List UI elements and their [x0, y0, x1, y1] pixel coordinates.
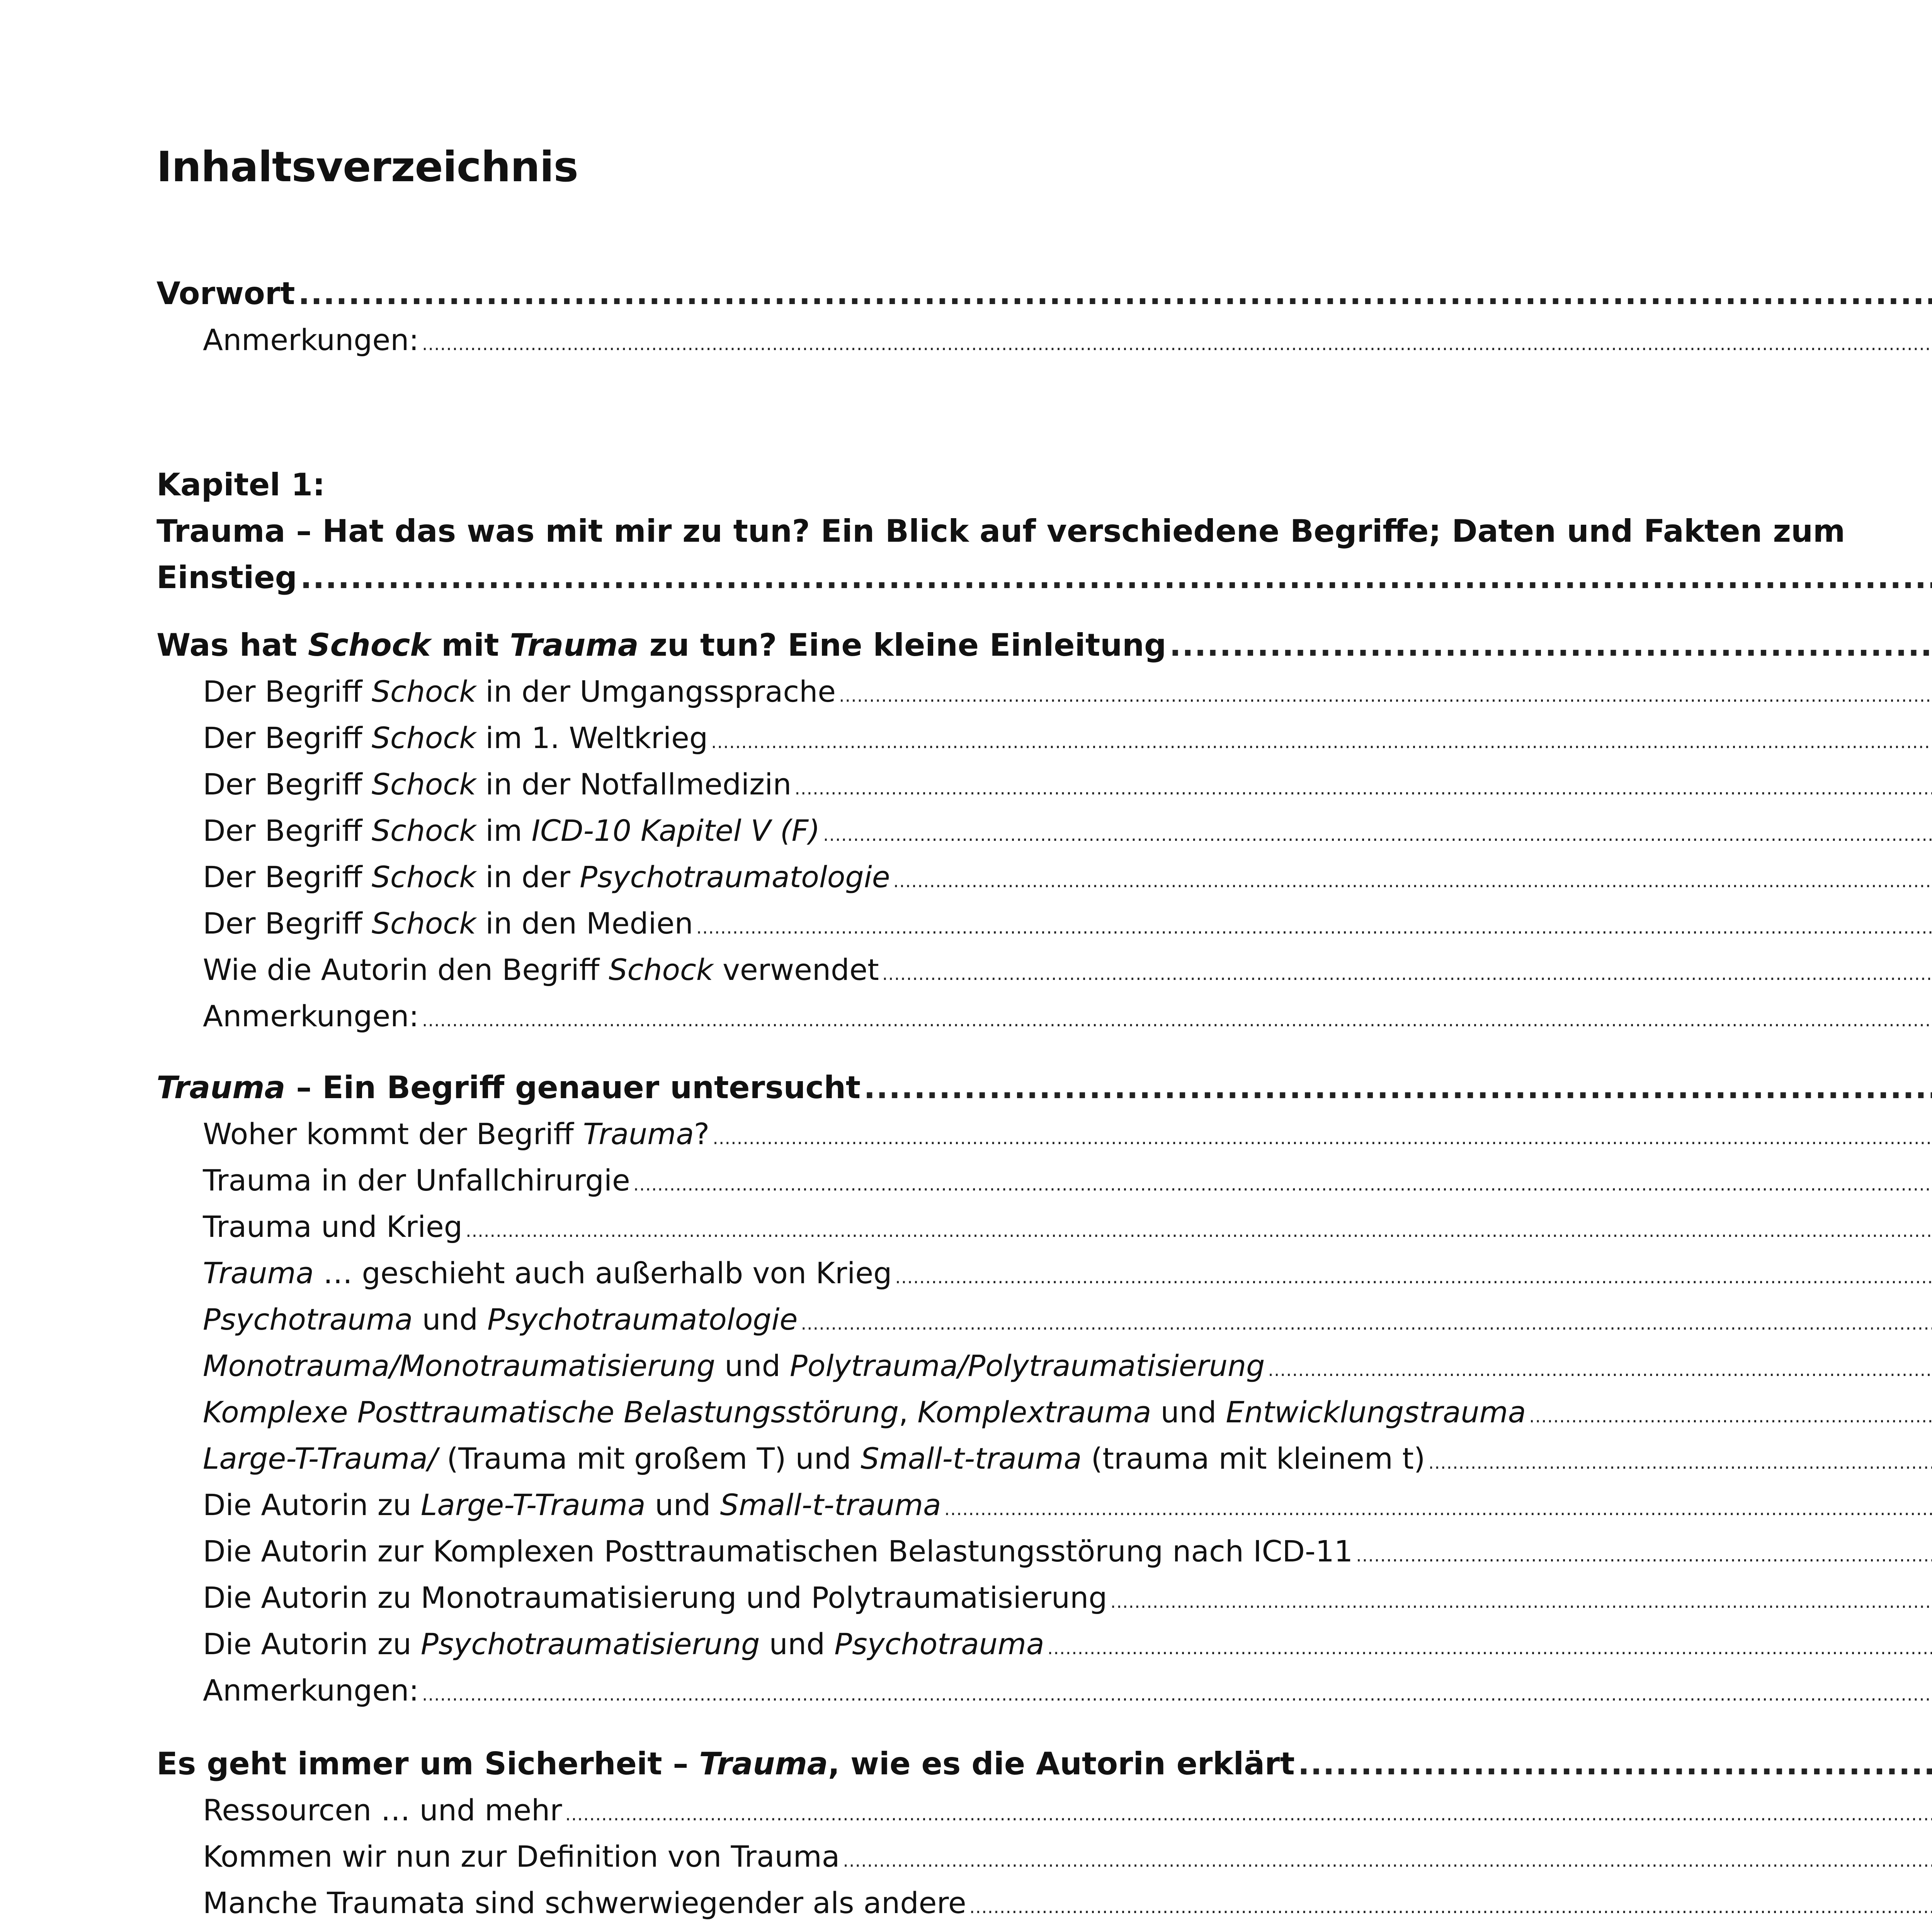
- dot-leader: [944, 1486, 1932, 1532]
- dot-leader: [711, 719, 1932, 765]
- toc-subentry[interactable]: [203, 1250, 1770, 1296]
- toc-entry-label: Trauma … geschieht auch außerhalb von Krieg: [203, 1256, 892, 1290]
- toc-entry-label: Der Begriff Schock im ICD-10 Kapitel V (F): [203, 813, 820, 848]
- toc-entry-label: Die Autorin zu Psychotraumatisierung und Psychotrauma: [203, 1627, 1044, 1661]
- toc-subentry[interactable]: [203, 1389, 1770, 1435]
- dot-leader: [1268, 1347, 1932, 1393]
- dot-leader: [1048, 1625, 1932, 1671]
- toc-entry-label: Der Begriff Schock in den Medien: [203, 906, 693, 940]
- toc-entry-label: Anmerkungen:: [203, 999, 419, 1033]
- toc-subentry[interactable]: [203, 317, 1770, 363]
- dot-leader: [696, 904, 1932, 951]
- toc-entry-label: Der Begriff Schock in der Notfallmedizin: [203, 767, 792, 801]
- dot-leader: [422, 997, 1932, 1043]
- toc-entry-label: Kommen wir nun zur Definition von Trauma: [203, 1839, 840, 1874]
- toc-entry-label: Die Autorin zu Large-T-Trauma und Small-t-trauma: [203, 1488, 941, 1522]
- toc-entry-label: Large-T-Trauma/ (Trauma mit großem T) und Small-t-trauma (trauma mit kleinem t): [203, 1441, 1425, 1476]
- toc-section-schock[interactable]: [156, 622, 1770, 668]
- toc-subentry[interactable]: [203, 1296, 1770, 1343]
- toc-subentry[interactable]: [203, 1667, 1770, 1714]
- toc-subentry[interactable]: [203, 1482, 1770, 1528]
- toc-entry-label: Anmerkungen:: [203, 1673, 419, 1708]
- dot-leader: [801, 1300, 1932, 1347]
- dot-leader: [1529, 1393, 1932, 1439]
- toc-entry-label: Der Begriff Schock in der Umgangssprache: [203, 674, 836, 709]
- toc-subentry[interactable]: [203, 1880, 1770, 1926]
- toc-subentry[interactable]: [203, 808, 1770, 854]
- toc-section-trauma[interactable]: [156, 1065, 1770, 1111]
- toc-subentry[interactable]: [203, 854, 1770, 900]
- dot-leader: [1356, 1532, 1932, 1578]
- toc-entry-label: Vorwort: [156, 276, 295, 311]
- toc-entry-label: Anmerkungen:: [203, 323, 419, 357]
- toc-entry-label: Was hat Schock mit Trauma zu tun? Eine kleine Einleitung: [156, 627, 1167, 663]
- dot-leader: [633, 1161, 1932, 1208]
- toc-subentry[interactable]: [203, 1157, 1770, 1204]
- toc-entry-label: Der Begriff Schock im 1. Weltkrieg: [203, 721, 708, 755]
- dot-leader: [422, 1671, 1932, 1718]
- chapter-heading: Kapitel 1:: [156, 467, 325, 503]
- dot-leader: [1298, 1741, 1932, 1787]
- toc-subentry[interactable]: [203, 1528, 1770, 1575]
- toc-entry-label: Woher kommt der Begriff Trauma?: [203, 1117, 710, 1151]
- dot-leader: [882, 951, 1932, 997]
- toc-subentry[interactable]: [203, 1204, 1770, 1250]
- toc-entry-label: Psychotrauma und Psychotraumatologie: [203, 1302, 798, 1337]
- dot-leader: [300, 554, 1932, 601]
- toc-subentry[interactable]: [203, 1575, 1770, 1621]
- toc-subentry[interactable]: [203, 1833, 1770, 1880]
- toc-entry-label: Die Autorin zu Monotraumatisierung und Polytraumatisierung: [203, 1580, 1107, 1615]
- dot-leader: [298, 270, 1932, 317]
- toc-entry-label: [203, 1926, 419, 1932]
- dot-leader: [1428, 1439, 1932, 1486]
- dot-leader: [823, 811, 1932, 858]
- toc-subentry[interactable]: [203, 1435, 1770, 1482]
- page-title: Inhaltsverzeichnis: [156, 143, 578, 191]
- toc-subentry[interactable]: [203, 668, 1770, 715]
- toc-subentry[interactable]: [203, 715, 1770, 761]
- toc-entry-vorwort[interactable]: [156, 270, 1770, 317]
- dot-leader: [713, 1115, 1932, 1161]
- dot-leader: [864, 1065, 1932, 1111]
- toc-entry-label: Trauma in der Unfallchirurgie: [203, 1163, 630, 1197]
- dot-leader: [843, 1837, 1932, 1884]
- toc-entry-chapter-1[interactable]: [156, 554, 1770, 601]
- dot-leader: [1110, 1578, 1932, 1625]
- toc-subentry[interactable]: [203, 1787, 1770, 1833]
- dot-leader: [969, 1884, 1932, 1930]
- toc-subentry[interactable]: [203, 1621, 1770, 1667]
- dot-leader: [466, 1208, 1932, 1254]
- toc-entry-label: Es geht immer um Sicherheit – Trauma, wie es die Autorin erklärt: [156, 1746, 1295, 1782]
- dot-leader: [422, 321, 1932, 367]
- dot-leader: [1169, 622, 1932, 668]
- dot-leader: [895, 1254, 1932, 1300]
- toc-entry-label: Die Autorin zur Komplexen Posttraumatischen Belastungsstörung nach ICD-11: [203, 1534, 1353, 1568]
- dot-leader: [794, 765, 1932, 811]
- toc-entry-label: Wie die Autorin den Begriff Schock verwendet: [203, 952, 879, 987]
- toc-subentry[interactable]: [203, 947, 1770, 993]
- toc-entry-label: Trauma – Ein Begriff genauer untersucht: [156, 1070, 861, 1105]
- dot-leader: [839, 672, 1932, 719]
- toc-entry-label: Trauma und Krieg: [203, 1209, 463, 1244]
- toc-subentry[interactable]: [203, 900, 1770, 947]
- dot-leader: [565, 1791, 1932, 1837]
- toc-subentry[interactable]: [203, 1926, 1770, 1932]
- toc-entry-label: Ressourcen … und mehr: [203, 1793, 562, 1827]
- toc-subentry[interactable]: [203, 993, 1770, 1039]
- dot-leader: [422, 1930, 1932, 1932]
- toc-subentry[interactable]: [203, 1111, 1770, 1157]
- toc-entry-label: Einstieg: [156, 560, 297, 595]
- toc-subentry[interactable]: [203, 1343, 1770, 1389]
- toc-entry-label: Manche Traumata sind schwerwiegender als andere: [203, 1886, 966, 1920]
- toc-entry-label: Der Begriff Schock in der Psychotraumatologie: [203, 860, 890, 894]
- dot-leader: [893, 858, 1932, 904]
- chapter-title-line: Trauma – Hat das was mit mir zu tun? Ein Blick auf verschiedene Begriffe; Daten und Fakten zum: [156, 513, 1845, 549]
- toc-entry-label: Monotrauma/Monotraumatisierung und Polytrauma/Polytraumatisierung: [203, 1349, 1265, 1383]
- toc-subentry[interactable]: [203, 761, 1770, 808]
- toc-section-sicherheit[interactable]: [156, 1741, 1770, 1787]
- toc-entry-label: Komplexe Posttraumatische Belastungsstörung, Komplextrauma und Entwicklungstrauma: [203, 1395, 1526, 1429]
